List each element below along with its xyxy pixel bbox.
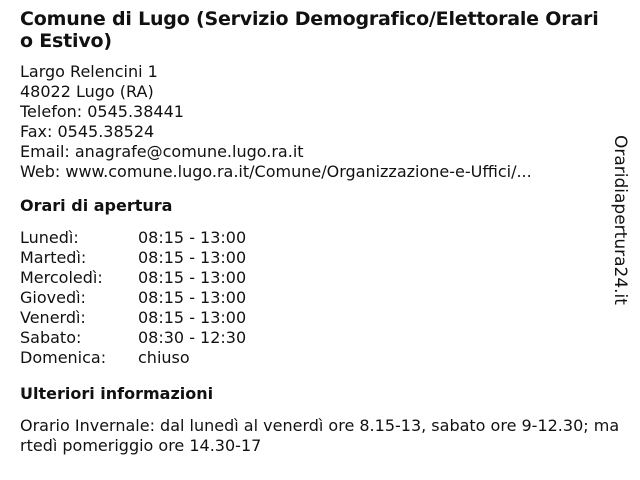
hours-row — [20, 308, 246, 328]
phone-number: Telefon: 0545.38441 — [20, 102, 184, 121]
page-title: Comune di Lugo (Servizio Demografico/Elettorale Orario Estivo) — [20, 8, 599, 52]
city-postal-code: 48022 Lugo (RA) — [20, 82, 154, 101]
hours-day: Domenica: — [20, 348, 107, 367]
address-block — [20, 62, 610, 182]
hours-day: Venerdì: — [20, 308, 86, 327]
opening-hours-heading: Orari di apertura — [20, 196, 173, 215]
hours-day: Lunedì: — [20, 228, 79, 247]
hours-time: 08:15 - 13:00 — [138, 228, 247, 247]
opening-hours-table — [20, 228, 246, 368]
street-address: Largo Relencini 1 — [20, 62, 158, 81]
hours-row — [20, 268, 246, 288]
hours-day: Mercoledì: — [20, 268, 103, 287]
hours-row — [20, 228, 246, 248]
hours-time: 08:30 - 12:30 — [138, 328, 247, 347]
hours-time: chiuso — [138, 348, 190, 367]
hours-row — [20, 328, 246, 348]
hours-day: Giovedì: — [20, 288, 86, 307]
hours-row — [20, 248, 246, 268]
hours-time: 08:15 - 13:00 — [138, 308, 247, 327]
hours-day: Sabato: — [20, 328, 82, 347]
fax-number: Fax: 0545.38524 — [20, 122, 155, 141]
email-address: Email: anagrafe@comune.lugo.ra.it — [20, 142, 304, 161]
hours-row — [20, 288, 246, 308]
hours-time: 08:15 - 13:00 — [138, 268, 247, 287]
hours-day: Martedì: — [20, 248, 87, 267]
hours-time: 08:15 - 13:00 — [138, 288, 247, 307]
site-brand-watermark: Oraridiapertura24.it — [610, 135, 630, 305]
additional-info-text: Orario Invernale: dal lunedì al venerdì ore 8.15-13, sabato ore 9-12.30; martedì pomeriggio ore 14.30-17 — [20, 416, 620, 455]
hours-row — [20, 348, 246, 368]
website-url: Web: www.comune.lugo.ra.it/Comune/Organizzazione-e-Uffici/... — [20, 162, 532, 181]
hours-time: 08:15 - 13:00 — [138, 248, 247, 267]
additional-info-heading: Ulteriori informazioni — [20, 384, 214, 403]
